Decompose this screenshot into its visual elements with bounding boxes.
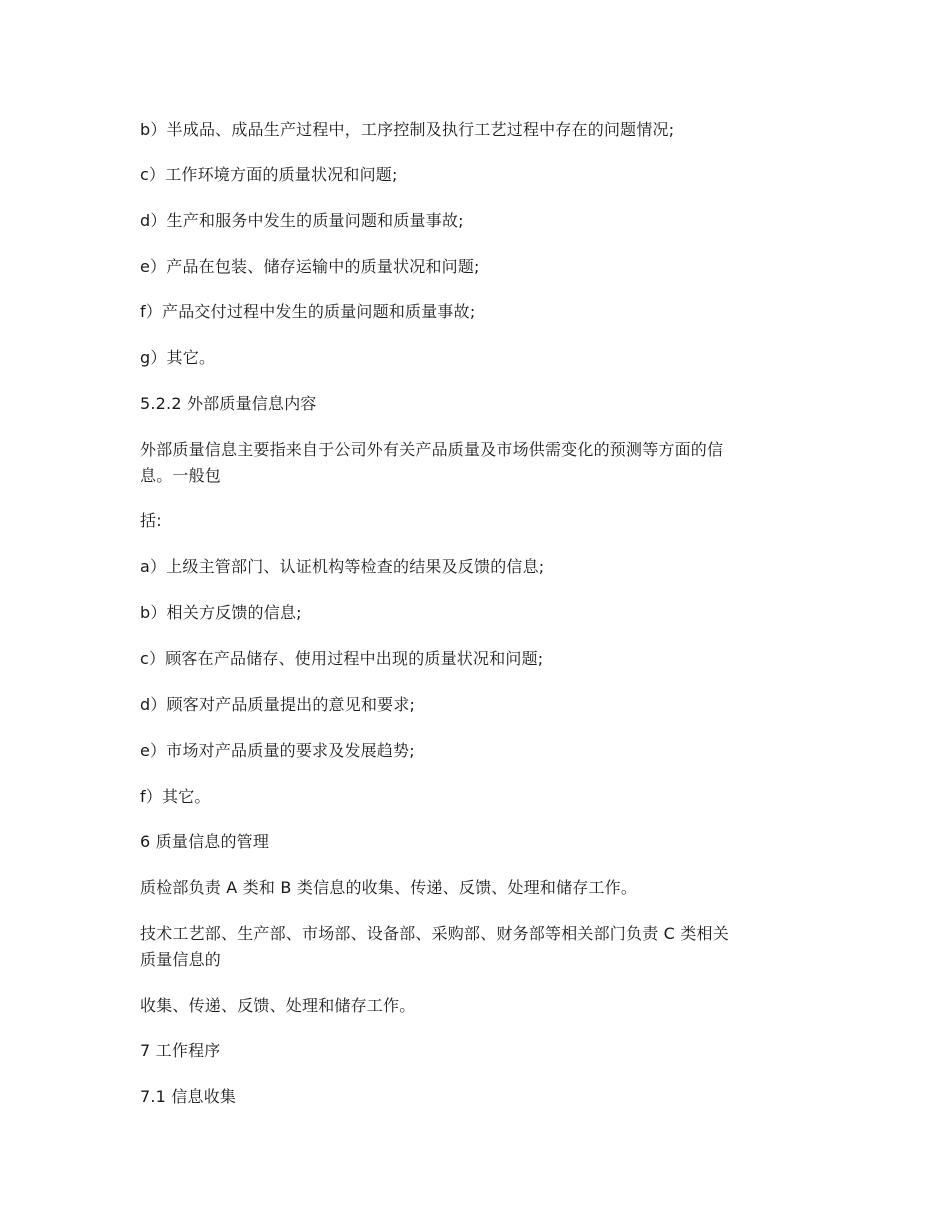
list-item-f-delivery: f）产品交付过程中发生的质量问题和质量事故; — [140, 302, 476, 321]
paragraph-departments-line1: 技术工艺部、生产部、市场部、设备部、采购部、财务部等相关部门负责 C 类相关 — [140, 924, 729, 943]
list-item-f-other: f）其它。 — [140, 787, 211, 806]
paragraph-departments-line3: 收集、传递、反馈、处理和储存工作。 — [140, 996, 416, 1015]
list-item-e-market: e）市场对产品质量的要求及发展趋势; — [140, 741, 415, 760]
list-item-d-production-service: d）生产和服务中发生的质量问题和质量事故; — [140, 211, 464, 230]
list-item-g-other: g）其它。 — [140, 348, 216, 367]
paragraph-external-info-line1: 外部质量信息主要指来自于公司外有关产品质量及市场供需变化的预测等方面的信 — [140, 440, 724, 459]
section-heading-6: 6 质量信息的管理 — [140, 832, 270, 851]
list-item-a-authorities: a）上级主管部门、认证机构等检查的结果及反馈的信息; — [140, 557, 545, 576]
paragraph-qc-responsibility: 质检部负责 A 类和 B 类信息的收集、传递、反馈、处理和储存工作。 — [140, 878, 638, 897]
section-heading-7: 7 工作程序 — [140, 1041, 221, 1060]
section-heading-5-2-2: 5.2.2 外部质量信息内容 — [140, 394, 317, 413]
section-heading-7-1: 7.1 信息收集 — [140, 1087, 237, 1106]
paragraph-departments-line2: 质量信息的 — [140, 950, 222, 969]
list-item-b-process-issues: b）半成品、成品生产过程中，工序控制及执行工艺过程中存在的问题情况; — [140, 120, 675, 139]
list-item-e-packaging: e）产品在包装、储存运输中的质量状况和问题; — [140, 257, 480, 276]
list-item-b-related-parties: b）相关方反馈的信息; — [140, 603, 302, 622]
list-item-d-customer-feedback: d）顾客对产品质量提出的意见和要求; — [140, 695, 416, 714]
list-item-c-environment: c）工作环境方面的质量状况和问题; — [140, 165, 398, 184]
paragraph-external-info-line2: 息。一般包 — [140, 466, 222, 485]
paragraph-external-info-line3: 括: — [140, 511, 162, 530]
list-item-c-customer-usage: c）顾客在产品储存、使用过程中出现的质量状况和问题; — [140, 649, 544, 668]
